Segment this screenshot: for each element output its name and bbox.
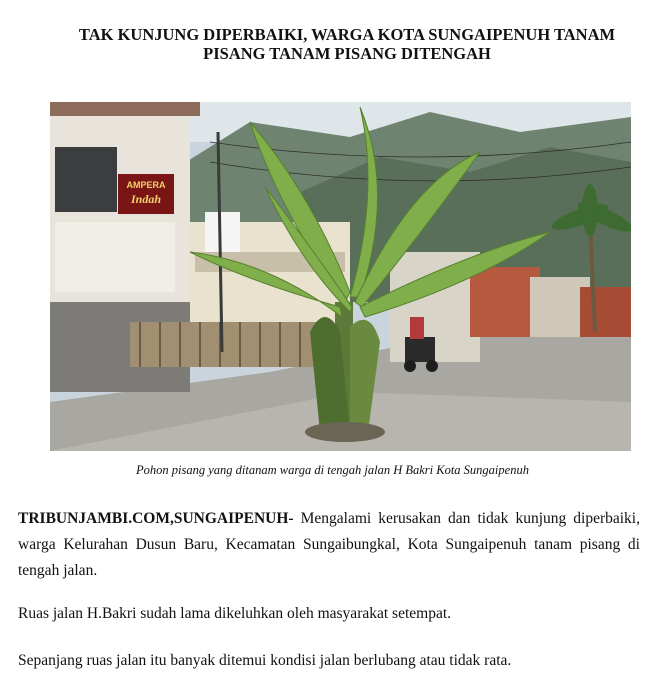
headline-line-2: PISANG TANAM PISANG DITENGAH (203, 44, 491, 63)
dateline: TRIBUNJAMBI.COM,SUNGAIPENUH- (18, 510, 294, 527)
shop-sign-line-1: AMPERA (126, 180, 166, 190)
paragraph-1-text: Mengalami kerusakan dan tidak kunjung diperbaiki, warga Kelurahan Dusun Baru, Kecamatan Sungaibungkal, Kota Sungaipenuh tanam pisang di tengah jalan. (18, 510, 640, 579)
paragraph-1 (18, 506, 640, 584)
news-photo (50, 102, 631, 451)
headline (30, 25, 664, 63)
shop-sign-line-2: Indah (130, 192, 162, 206)
headline-line-1: TAK KUNJUNG DIPERBAIKI, WARGA KOTA SUNGAIPENUH TANAM (78, 25, 616, 44)
photo-caption: Pohon pisang yang ditanam warga di tengah jalan H Bakri Kota Sungaipenuh (136, 463, 529, 477)
paragraph-2: Ruas jalan H.Bakri sudah lama dikeluhkan oleh masyarakat setempat. (18, 605, 452, 622)
street-banana-tree-photo (50, 102, 631, 451)
paragraph-3: Sepanjang ruas jalan itu banyak ditemui kondisi jalan berlubang atau tidak rata. (18, 652, 512, 669)
